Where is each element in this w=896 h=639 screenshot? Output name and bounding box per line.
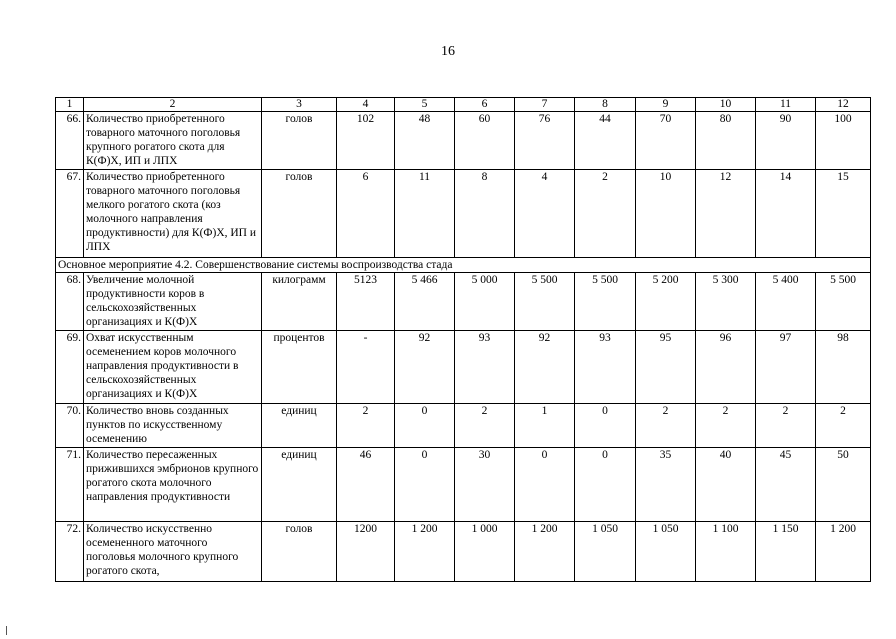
indicator-value: 93 [455,331,515,404]
row-number: 69. [56,331,84,404]
indicator-value: 5123 [337,273,395,331]
indicator-value: - [337,331,395,404]
indicator-value: 93 [575,331,636,404]
unit-of-measure: голов [262,170,337,258]
indicator-value: 92 [515,331,575,404]
indicator-value: 0 [575,448,636,522]
column-number: 7 [515,98,575,112]
column-number-row [56,98,871,112]
indicator-value: 8 [455,170,515,258]
unit-of-measure: единиц [262,404,337,448]
column-number: 6 [455,98,515,112]
indicator-value: 1200 [337,522,395,582]
indicator-value: 50 [816,448,871,522]
indicator-value: 5 500 [816,273,871,331]
indicator-name: Количество приобретенного товарного маточного поголовья мелкого рогатого скота (коз молочного направления продуктивности) для К(Ф)Х, ИП и ЛПХ [84,170,262,258]
indicator-name: Охват искусственным осеменением коров молочного направления продуктивности в сельскохозяйственных организациях и К(Ф)Х [84,331,262,404]
row-number: 70. [56,404,84,448]
indicator-value: 1 200 [515,522,575,582]
indicator-value: 2 [756,404,816,448]
indicator-value: 10 [636,170,696,258]
row-number: 66. [56,112,84,170]
table-row [56,331,871,404]
row-number: 68. [56,273,84,331]
indicator-value: 48 [395,112,455,170]
column-number: 1 [56,98,84,112]
indicator-value: 40 [696,448,756,522]
indicator-value: 0 [395,448,455,522]
indicator-value: 2 [636,404,696,448]
indicator-value: 1 150 [756,522,816,582]
page-number: 16 [441,44,455,59]
indicator-value: 96 [696,331,756,404]
indicator-value: 35 [636,448,696,522]
column-number: 4 [337,98,395,112]
indicator-value: 90 [756,112,816,170]
indicator-value: 60 [455,112,515,170]
indicator-value: 92 [395,331,455,404]
indicator-value: 4 [515,170,575,258]
section-heading: Основное мероприятие 4.2. Совершенствование системы воспроизводства стада [56,258,871,273]
column-number: 11 [756,98,816,112]
indicator-value: 2 [816,404,871,448]
indicator-value: 12 [696,170,756,258]
column-number: 3 [262,98,337,112]
indicator-name: Количество пересаженных прижившихся эмбрионов крупного рогатого скота молочного направления продуктивности [84,448,262,522]
indicator-value: 11 [395,170,455,258]
indicator-value: 2 [696,404,756,448]
indicator-value: 97 [756,331,816,404]
column-number: 2 [84,98,262,112]
table-row [56,170,871,258]
column-number: 8 [575,98,636,112]
indicator-value: 2 [337,404,395,448]
indicator-value: 1 100 [696,522,756,582]
unit-of-measure: процентов [262,331,337,404]
indicator-value: 1 200 [816,522,871,582]
unit-of-measure: единиц [262,448,337,522]
indicator-value: 76 [515,112,575,170]
indicator-name: Количество искусственно осемененного маточного поголовья молочного крупного рогатого скота, [84,522,262,582]
row-number: 67. [56,170,84,258]
scan-margin-mark [6,626,7,635]
indicators-table [55,97,871,582]
indicator-value: 5 466 [395,273,455,331]
indicator-value: 1 [515,404,575,448]
column-number: 9 [636,98,696,112]
unit-of-measure: килограмм [262,273,337,331]
indicator-value: 0 [575,404,636,448]
column-number: 10 [696,98,756,112]
indicator-value: 5 200 [636,273,696,331]
indicator-value: 14 [756,170,816,258]
unit-of-measure: голов [262,522,337,582]
indicator-value: 70 [636,112,696,170]
indicator-name: Количество приобретенного товарного маточного поголовья крупного рогатого скота для К(Ф)Х, ИП и ЛПХ [84,112,262,170]
indicator-value: 46 [337,448,395,522]
indicator-value: 5 000 [455,273,515,331]
indicator-value: 30 [455,448,515,522]
section-heading-row [56,258,871,273]
indicator-value: 100 [816,112,871,170]
indicator-value: 98 [816,331,871,404]
indicator-value: 5 500 [575,273,636,331]
indicator-value: 5 300 [696,273,756,331]
table-row [56,273,871,331]
unit-of-measure: голов [262,112,337,170]
indicator-value: 2 [455,404,515,448]
indicator-value: 80 [696,112,756,170]
table-row [56,404,871,448]
indicator-value: 15 [816,170,871,258]
indicator-value: 0 [515,448,575,522]
indicator-value: 5 400 [756,273,816,331]
indicator-value: 0 [395,404,455,448]
indicator-value: 44 [575,112,636,170]
indicator-value: 2 [575,170,636,258]
indicator-value: 45 [756,448,816,522]
indicator-value: 1 050 [636,522,696,582]
indicator-value: 1 200 [395,522,455,582]
indicator-name: Увеличение молочной продуктивности коров в сельскохозяйственных организациях и К(Ф)Х [84,273,262,331]
indicator-name: Количество вновь созданных пунктов по искусственному осеменению [84,404,262,448]
column-number: 5 [395,98,455,112]
table-row [56,522,871,582]
indicator-value: 102 [337,112,395,170]
row-number: 72. [56,522,84,582]
column-number: 12 [816,98,871,112]
row-number: 71. [56,448,84,522]
table-row [56,112,871,170]
indicator-value: 5 500 [515,273,575,331]
indicator-value: 1 050 [575,522,636,582]
indicator-value: 6 [337,170,395,258]
indicator-value: 1 000 [455,522,515,582]
indicator-value: 95 [636,331,696,404]
table-row [56,448,871,522]
